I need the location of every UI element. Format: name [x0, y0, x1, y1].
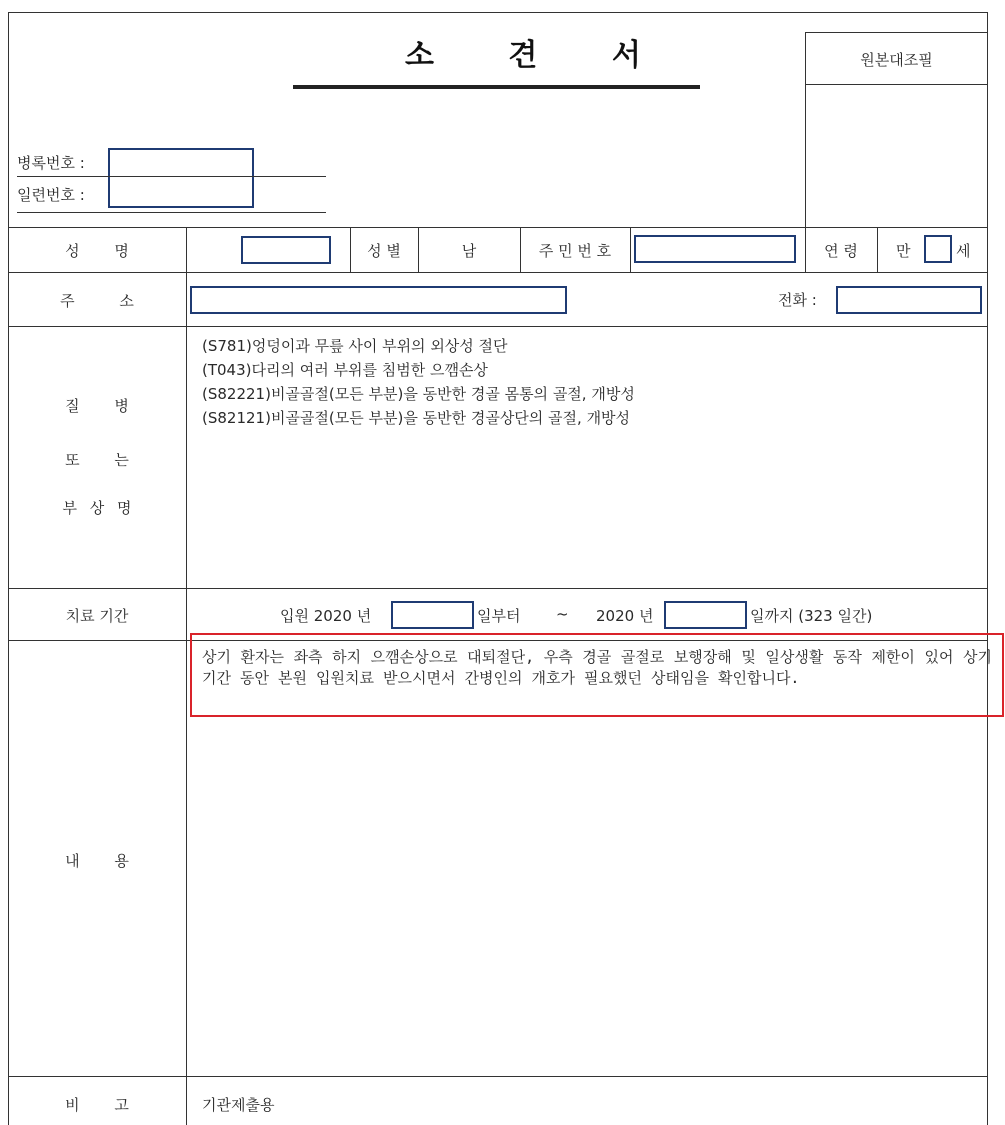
- diagnosis-item: (S781)엉덩이과 무릎 사이 부위의 외상성 절단: [202, 337, 508, 355]
- address-redaction: [190, 286, 567, 314]
- opinion-text-highlight: [190, 633, 1004, 717]
- end-year-prefix: 2020 년: [596, 607, 654, 625]
- name-redaction: [241, 236, 331, 264]
- row-divider-treatment: [8, 588, 988, 589]
- age-prefix: 만: [896, 242, 911, 260]
- end-date-redaction: [664, 601, 747, 629]
- period-tilde: ~: [556, 605, 569, 623]
- row-divider-address: [8, 272, 988, 273]
- resident-number-label: 주 민 번 호: [538, 242, 612, 260]
- age-suffix: 세: [956, 242, 971, 260]
- document-title: 소 견 서: [405, 38, 673, 73]
- stamp-box-top-border: [805, 32, 988, 33]
- phone-redaction: [836, 286, 982, 314]
- address-label: 주 소: [60, 292, 134, 310]
- phone-label: 전화 :: [778, 291, 817, 309]
- title-underline: [293, 85, 700, 89]
- sex-label: 성 별: [367, 242, 401, 260]
- age-label: 연 령: [824, 242, 858, 260]
- treatment-period-label: 치료 기간: [65, 607, 129, 625]
- diagnosis-item: (S82221)비골골절(모든 부분)을 동반한 경골 몸통의 골절, 개방성: [202, 385, 635, 403]
- label-column-border: [186, 227, 187, 1125]
- diagnosis-label-line-2: 또 는: [65, 451, 129, 469]
- row-divider-remarks: [8, 1076, 988, 1077]
- record-number-redaction: [108, 148, 254, 208]
- opinion-text: 상기 환자는 좌측 하지 으깸손상으로 대퇴절단, 우측 경골 골절로 보행장해 및 일상생활 동작 제한이 있어 상기 기간 동안 본원 입원치료 받으시면서 간병인의 개호가 필요했던 상태임을 확인합니다.: [202, 648, 992, 687]
- content-label: 내 용: [65, 852, 129, 870]
- remarks-value: 기관제출용: [202, 1096, 275, 1114]
- diagnosis-list: [202, 334, 635, 430]
- name-row-sep-6: [877, 227, 878, 272]
- row-divider-name: [8, 227, 988, 228]
- to-suffix-and-days: 일까지 (323 일간): [750, 607, 873, 625]
- age-redaction: [924, 235, 952, 263]
- remarks-label: 비 고: [65, 1096, 129, 1114]
- diagnosis-item: (T043)다리의 여러 부위를 침범한 으깸손상: [202, 361, 488, 379]
- diagnosis-item: (S82121)비골골절(모든 부분)을 동반한 경골상단의 골절, 개방성: [202, 409, 631, 427]
- original-verified-label: 원본대조필: [860, 51, 933, 69]
- serial-number-underline: [17, 212, 326, 213]
- from-suffix: 일부터: [477, 607, 521, 625]
- stamp-box-divider: [805, 84, 988, 85]
- row-divider-diagnosis: [8, 326, 988, 327]
- diagnosis-label-line-1: 질 병: [65, 397, 129, 415]
- serial-number-label: 일련번호 :: [17, 186, 85, 204]
- record-number-underline: [17, 176, 326, 177]
- resident-number-redaction: [634, 235, 796, 263]
- start-date-redaction: [391, 601, 474, 629]
- admission-start-prefix: 입원 2020 년: [280, 607, 372, 625]
- name-row-sep-4: [630, 227, 631, 272]
- record-number-label: 병록번호 :: [17, 154, 85, 172]
- sex-value: 남: [461, 242, 477, 260]
- diagnosis-label-line-3: 부 상 명: [62, 499, 132, 517]
- name-label: 성 명: [65, 242, 129, 260]
